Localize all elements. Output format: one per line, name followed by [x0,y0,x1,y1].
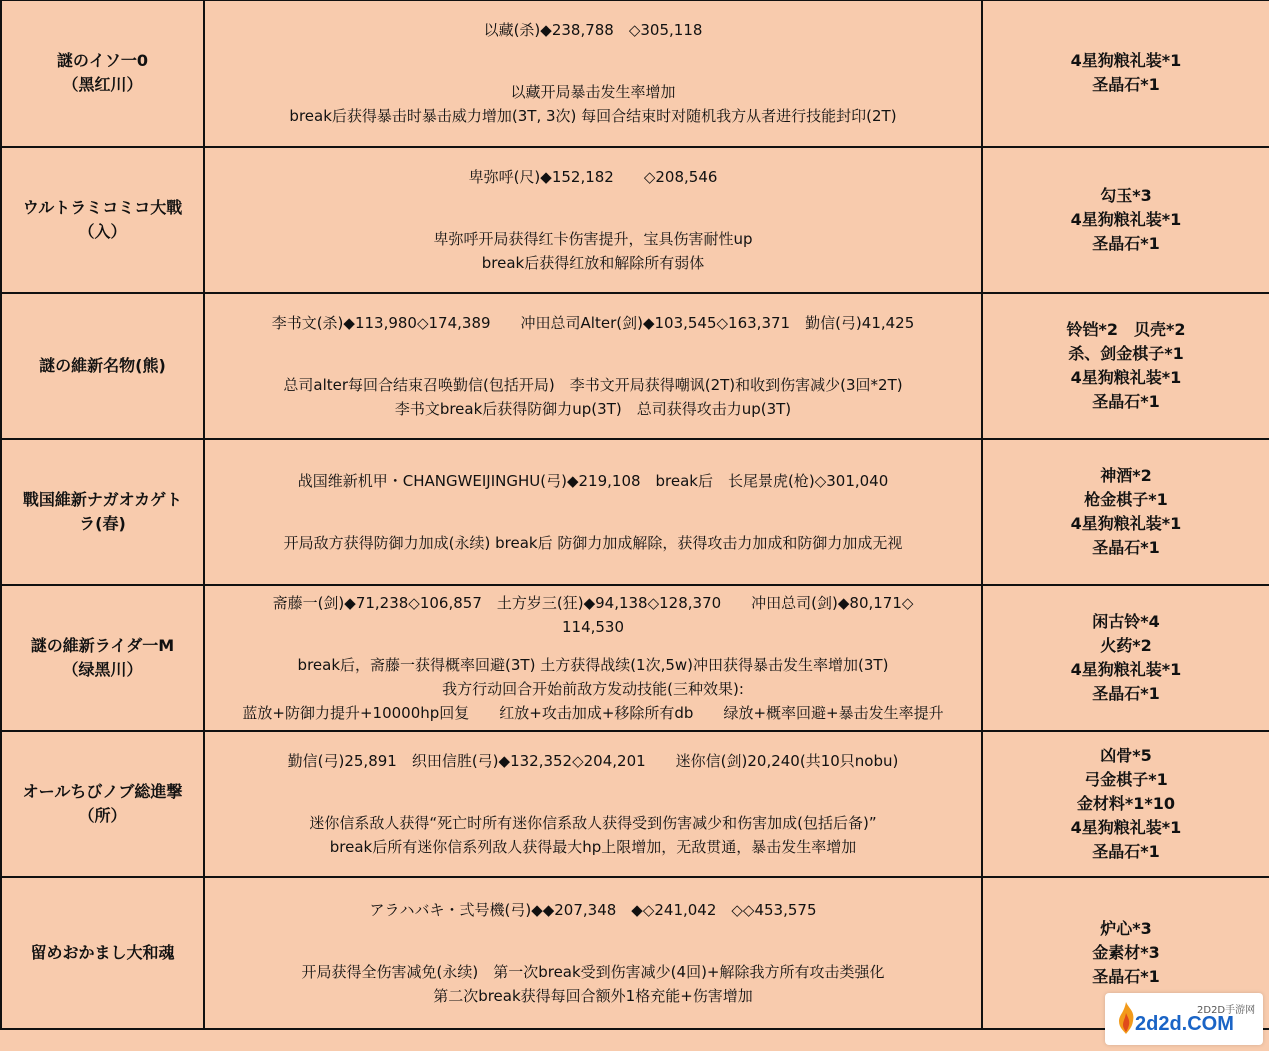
stage-name-cell [1,439,204,585]
enemy-ability-line: 我方行动回合开始前敌方发动技能(三种效果): [442,679,744,698]
reward-item: 弓金棋子*1 [1084,769,1168,789]
reward-item: 凶骨*5 [1100,745,1152,765]
enemy-description-cell [204,439,982,585]
line-gap [209,773,977,811]
reward-item: 4星狗粮礼装*1 [1070,817,1182,837]
stage-name-line: 謎のイソ一0 [56,51,149,71]
stage-name-line: （绿黑川） [62,659,143,679]
stage-name-line: ラ(春) [79,513,126,533]
enemy-stats-line: アラハバキ・弍号機(弓)◆◆207,348 ◆◇241,042 ◇◇453,575 [369,900,817,919]
table-row [1,731,1269,877]
reward-item: 圣晶石*1 [1092,683,1160,703]
watermark-domain: 2d2d.COM [1135,1013,1234,1035]
stage-name-line: 謎の維新ライダ一M [30,635,175,655]
enemy-ability-line: break后，斋藤一获得概率回避(3T) 土方获得战续(1次,5w)冲田获得暴击发生率增加(3T) [297,655,889,674]
stage-name-line: ウルトラミコミコ大戰 [22,197,183,217]
enemy-ability-line: 开局敌方获得防御力加成(永续) break后 防御力加成解除，获得攻击力加成和防御力加成无视 [283,533,903,552]
line-gap [209,189,977,227]
stage-name-line: 戰国維新ナガオカゲト [22,489,183,509]
line-gap [209,42,977,80]
site-watermark [1105,993,1263,1045]
watermark-site-name: 2D2D手游网 [1197,1005,1256,1016]
enemy-stats-line: 斋藤一(剑)◆71,238◇106,857 土方岁三(狂)◆94,138◇128,370 冲田总司(剑)◆80,171◇ [272,593,914,612]
reward-item: 枪金棋子*1 [1084,489,1168,509]
stage-name-line: （所） [78,805,127,825]
enemy-ability-line: 李书文break后获得防御力up(3T) 总司获得攻击力up(3T) [394,399,792,418]
enemy-stats-line: 勤信(弓)25,891 织田信胜(弓)◆132,352◇204,201 迷你信(剑)20,240(共10只nobu) [287,751,899,770]
table-row [1,293,1269,439]
reward-cell [982,585,1269,731]
line-gap [209,493,977,531]
reward-item: 杀、剑金棋子*1 [1068,343,1184,363]
stage-name-line: （黑红川） [62,75,143,95]
enemy-stats-line: 李书文(杀)◆113,980◇174,389 冲田总司Alter(剑)◆103,545◇163,371 勤信(弓)41,425 [271,313,915,332]
enemy-description-cell [204,147,982,293]
reward-item: 圣晶石*1 [1092,966,1160,986]
enemy-ability-line: 蓝放+防御力提升+10000hp回复 红放+攻击加成+移除所有db 绿放+概率回避+暴击发生率提升 [242,703,944,722]
enemy-ability-line: break后获得暴击时暴击威力增加(3T, 3次) 每回合结束时对随机我方从者进行技能封印(2T) [289,107,897,126]
enemy-description-cell [204,731,982,877]
reward-item: 金素材*3 [1092,942,1160,962]
stage-name-line: 留めおかまし大和魂 [30,942,175,962]
enemy-ability-line: 以藏开局暴击发生率增加 [510,83,676,102]
stage-name-cell [1,147,204,293]
reward-cell [982,293,1269,439]
enemy-stats-line: 114,530 [561,617,625,636]
stage-name-cell [1,585,204,731]
enemy-ability-line: 迷你信系敌人获得“死亡时所有迷你信系敌人获得受到伤害减少和伤害加成(包括后备)” [309,813,877,832]
reward-item: 金材料*1*10 [1076,793,1176,813]
enemy-description-cell [204,585,982,731]
enemy-stats-line: 战国维新机甲・CHANGWEIJINGHU(弓)◆219,108 break后 长尾景虎(枪)◇301,040 [297,471,889,490]
reward-item: 4星狗粮礼装*1 [1070,209,1182,229]
reward-item: 闲古铃*4 [1092,611,1160,631]
enemy-ability-line: 卑弥呼开局获得红卡伤害提升，宝具伤害耐性up [433,229,753,248]
stage-name-line: （入） [78,221,127,241]
enemy-ability-line: 开局获得全伤害减免(永续) 第一次break受到伤害减少(4回)+解除我方所有攻击类强化 [301,962,885,981]
table-row [1,585,1269,731]
enemy-description-cell [204,877,982,1029]
table-row [1,1,1269,147]
stage-name-cell [1,877,204,1029]
reward-item: 4星狗粮礼装*1 [1070,367,1182,387]
stage-name-cell [1,731,204,877]
reward-item: 神酒*2 [1100,465,1152,485]
enemy-description-cell [204,293,982,439]
table-row [1,439,1269,585]
stage-name-line: 謎の維新名物(熊) [39,355,166,375]
enemy-description-cell [204,1,982,147]
reward-cell [982,731,1269,877]
reward-item: 圣晶石*1 [1092,75,1160,95]
enemy-ability-line: 第二次break获得每回合额外1格充能+伤害增加 [433,986,753,1005]
enemy-ability-line: break后所有迷你信系列敌人获得最大hp上限增加，无敌贯通，暴击发生率增加 [329,837,857,856]
reward-cell [982,147,1269,293]
enemy-ability-line: break后获得红放和解除所有弱体 [481,253,705,272]
reward-item: 炉心*3 [1100,918,1152,938]
enemy-ability-line: 总司alter每回合结束召唤勤信(包括开局) 李书文开局获得嘲讽(2T)和收到伤害减少(3回*2T) [283,375,903,394]
reward-item: 圣晶石*1 [1092,391,1160,411]
reward-cell [982,1,1269,147]
stage-name-line: オールちびノブ総進撃 [22,781,183,801]
reward-item: 圣晶石*1 [1092,841,1160,861]
flame-logo-icon [1115,1001,1137,1035]
reward-item: 圣晶石*1 [1092,537,1160,557]
enemy-stats-line: 以藏(杀)◆238,788 ◇305,118 [483,21,703,40]
line-gap [209,639,977,653]
table-row [1,147,1269,293]
reward-item: 圣晶石*1 [1092,233,1160,253]
reward-cell [982,439,1269,585]
line-gap [209,335,977,373]
line-gap [209,922,977,960]
reward-item: 勾玉*3 [1100,185,1152,205]
stage-name-cell [1,293,204,439]
table-row [1,877,1269,1029]
reward-item: 火药*2 [1100,635,1152,655]
enemy-stats-line: 卑弥呼(尺)◆152,182 ◇208,546 [468,167,718,186]
reward-item: 4星狗粮礼装*1 [1070,513,1182,533]
reward-item: 4星狗粮礼装*1 [1070,659,1182,679]
reward-item: 4星狗粮礼装*1 [1070,51,1182,71]
stage-name-cell [1,1,204,147]
reward-item: 铃铛*2 贝壳*2 [1066,319,1186,339]
